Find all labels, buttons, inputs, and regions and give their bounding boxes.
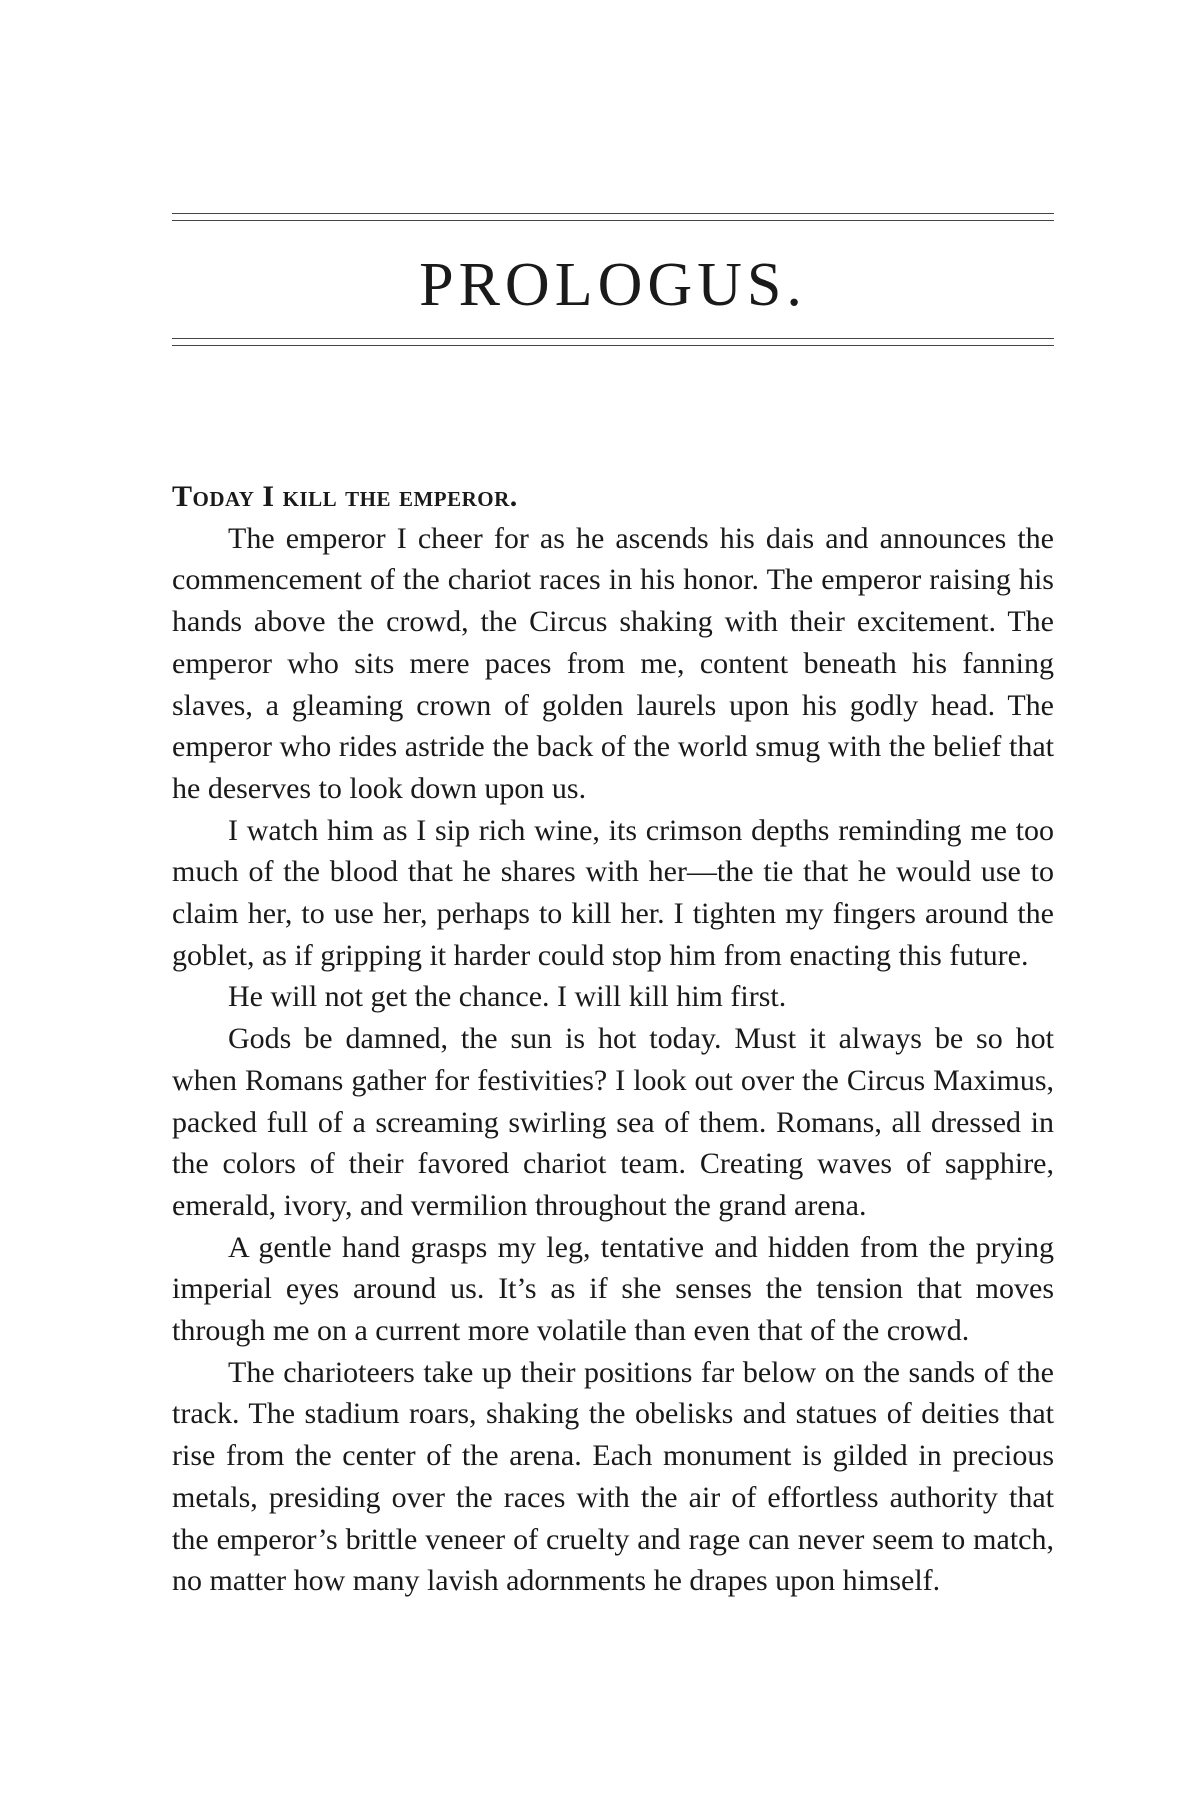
title-rule-top [172, 213, 1054, 221]
paragraph: Gods be damned, the sun is hot today. Must it always be so hot when Romans gather for festivities? I look out over the Circus Maximus, packed full of a screaming swirling sea of them. Romans, all dressed in the colors of their favored chariot team. Creating waves of sapphire, emerald, ivory, and vermilion throughout the grand arena. [172, 1022, 1054, 1222]
paragraph: He will not get the chance. I will kill him first. [228, 980, 787, 1014]
paragraph: A gentle hand grasps my leg, tentative and hidden from the prying imperial eyes around us. It’s as if she senses the tension that moves through me on a current more volatile than even that of the crowd. [172, 1230, 1054, 1348]
chapter-body [172, 476, 1054, 1602]
paragraph: I watch him as I sip rich wine, its crimson depths reminding me too much of the blood that he shares with her—the tie that he would use to claim her, to use her, perhaps to kill her. I tighten my fingers around the goblet, as if gripping it harder could stop him from enacting this future. [172, 813, 1054, 972]
paragraph: The charioteers take up their positions far below on the sands of the track. The stadium roars, shaking the obelisks and statues of deities that rise from the center of the arena. Each monument is gilded in precious metals, presiding over the races with the air of effortless authority that the emperor’s brittle veneer of cruelty and rage can never seem to match, no matter how many lavish adornments he drapes upon himself. [172, 1355, 1054, 1598]
opening-line [172, 476, 1054, 518]
lead-in: Today I kill the emperor. [172, 480, 518, 513]
paragraph: The emperor I cheer for as he ascends his dais and announces the commencement of the chariot races in his honor. The emperor raising his hands above the crowd, the Circus shaking with their excitement. The emperor who sits mere paces from me, content beneath his fanning slaves, a gleaming crown of golden laurels upon his godly head. The emperor who rides astride the back of the world smug with the belief that he deserves to look down upon us. [172, 521, 1054, 805]
title-rule-bottom [172, 338, 1054, 346]
chapter-title: PROLOGUS. [419, 251, 807, 319]
